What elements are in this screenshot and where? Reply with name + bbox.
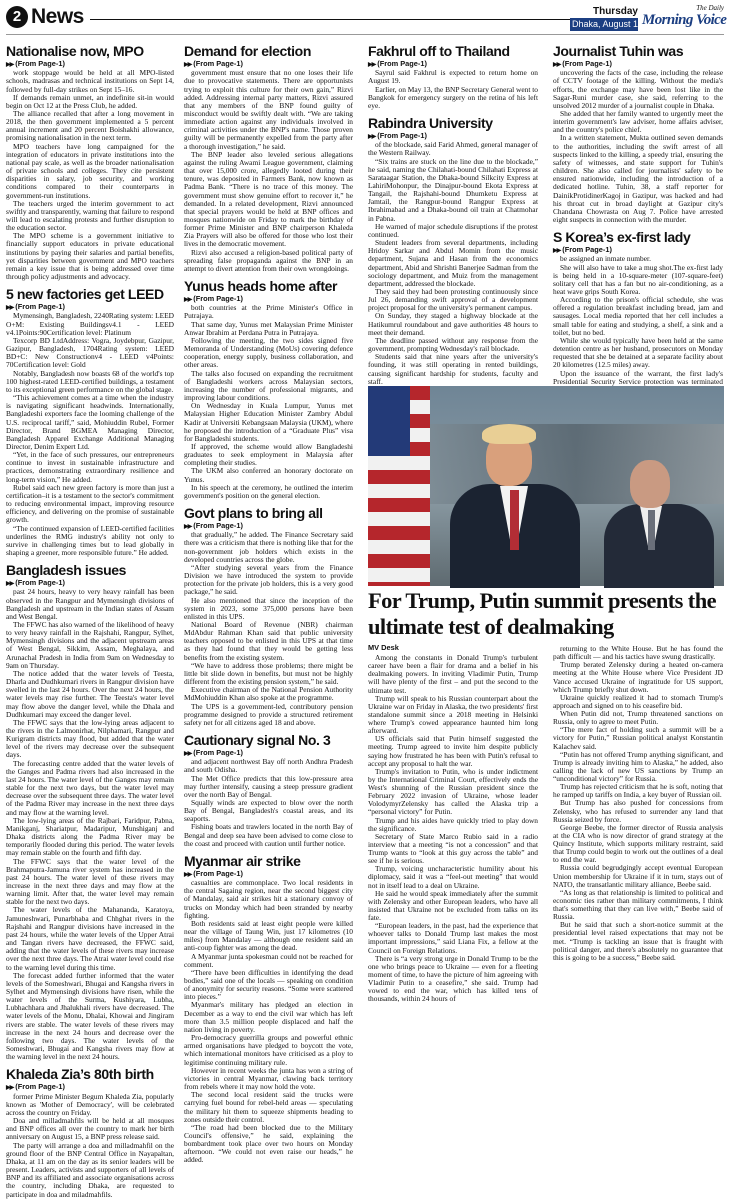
article-paragraph: Rizvi also accused a religion-based political party of spreading false propaganda against the BNP in an attempt to divert attention from their own wrongdoings.: [184, 247, 353, 273]
article: [6, 563, 174, 1061]
article-headline: S Korea’s ex-first lady: [553, 229, 691, 246]
article-paragraph: He warned of major schedule disruptions if the protest continued.: [368, 221, 538, 239]
feature-paragraph: George Beebe, the former director of Russia analysis at the CIA who is now director of grand strategy at the Quincy Institute, which supports military restraint, said that Trump could begin to work out the outlines of a deal to end the war.: [553, 822, 723, 865]
article-paragraph: Myanmar's military has pledged an election in December as a way to end the civil war which has left more than 3.5 million people displaced and half the nation living in poverty.: [184, 1000, 353, 1034]
article-paragraph: of the blockade, said Farid Ahmed, general manager of the Western Railway.: [368, 140, 538, 158]
article-headline: Demand for election: [184, 43, 311, 59]
feature-paragraph: Trump and his aides have quickly tried to play down the significance.: [368, 815, 538, 833]
article-paragraph: casualties are commonplace. Two local residents in the central Sagaing region, near the second biggest city of Mandalay, said air strikes hit a stationary convoy of trucks on Monday which had been stranded by nearby fighting.: [184, 878, 353, 920]
article-paragraph: According to the prison's official schedule, she was offered a regulation breakfast including bread, jam and sausages. Local media reported that her cell includes a small table for eating and studying, a shelf, a sink and a toilet, but no bed.: [553, 295, 723, 337]
article-paragraph: past 24 hours, heavy to very heavy rainfall has been observed in the Rangpur and Mymensingh divisions of Bangladesh and upstream in the Indian states of Assam and West Bengal.: [6, 587, 174, 621]
feature-paragraph: Trump, voicing uncharacteristic humility about his diplomacy, said it was a “feel-out meeting” that would not in itself lead to a deal on Ukraine.: [368, 864, 538, 890]
article: [6, 44, 174, 281]
article-paragraph: In his speech at the ceremony, he outlined the interim government's position on the general election.: [184, 482, 353, 500]
column-2: [184, 43, 353, 1165]
article-headline: Khaleda Zia’s 80th birth: [6, 1066, 154, 1083]
article-paragraph: Notably, Bangladesh now boasts 68 of the world's top 100 highest-rated LEED-certified buildings, a testament to its exceptional green performance on the global stage.: [6, 368, 174, 394]
article-paragraph: “Yet, in the face of such pressures, our entrepreneurs continue to invest in sustainable infrastructure and practices, demonstrating extraordinary resilience and long-term vision,” He added.: [6, 450, 174, 484]
article-paragraph: The party will arrange a doa and milladmahfil on the ground floor of the BNP Central Office in Nayapaltan, Dhaka, at 11 am on the day as its senior leaders will be present. Leaders, activists and supporters of all levels of BNP and its affiliated and associate organisations across the country, including Dhaka, are requested to participate in doa and miladmahfils.: [6, 1140, 174, 1199]
article-paragraph: The alliance recalled that after a long movement in 2018, the then government implemented a 5 percent annual increment and 20 percent Boishakhi allowance, promising nationalisation in the next term.: [6, 108, 174, 143]
date-label: Dhaka, August 14, 2025: [572, 19, 669, 29]
article-paragraph: If approved, the scheme would allow Bangladeshi graduates to seek employment in Malaysia after completing their studies.: [184, 441, 353, 468]
article-paragraph: be assigned an inmate number.: [560, 254, 651, 264]
figure-right-tie: [648, 510, 655, 550]
feature-body-col-1: [368, 654, 538, 1102]
feature-paragraph: Trump has rejected criticism that he is soft, noting that he ramped up tariffs on India, a key buyer of Russian oil.: [553, 782, 723, 800]
article-paragraph: The FFWC has also warned of the likelihood of heavy to very heavy rainfall in the Rajshahi, Rangpur, Sylhet, Mymensingh divisions and the adjacent upstream areas of West Bengal, Sikkim, Assam, Meghalaya, and Arunachal Pradesh in India from 9am on Wednesday to 9am on Thursday.: [6, 619, 174, 670]
article-paragraph: Texcorp BD LtdAddress: Vogra, Joydebpur, Gazipur, Gazipur, Bangladesh, 1704Rating system: LEED BD+C: New Constructionv4 - LEED v4Points: 70Certification level: Gold: [6, 335, 174, 370]
article-paragraph: “After studying several years from the Finance Division we have introduced the system to provide protection for the private job holders, this is a very good package,” he said.: [184, 562, 353, 597]
double-arrow-icon: ▶▶: [184, 751, 192, 758]
article-paragraph: “The continued expansion of LEED-certified facilities underlines the RMG industry's ability not only to survive in challenging times but to lead globally in shaping a greener, more responsible future.” He added.: [6, 523, 174, 557]
article: [184, 506, 353, 727]
feature-paragraph: But Trump has also pushed for concessions from Zelensky, who has refused to surrender any land that Russia seized by force.: [553, 798, 723, 824]
feature-body-col-2: [553, 645, 723, 1093]
double-arrow-icon: ▶▶: [184, 297, 192, 304]
date-box: [572, 5, 669, 33]
day-label: Thursday: [592, 6, 638, 17]
feature-paragraph: Trump will speak to his Russian counterpart about the Ukraine war on Friday in Alaska, the two presidents' first standalone summit since a 2018 meeting in Helsinki where Trump's cowed appearance haunted him long afterward.: [368, 693, 538, 736]
feature-paragraph: Russia could begrudgingly accept eventual European Union membership for Ukraine if it in turn, stays out of NATO, the transatlantic military alliance, Beebe said.: [553, 863, 723, 889]
article-paragraph: However in recent weeks the junta has won a string of victories in central Myanmar, clawing back territory from rebels where it may now hold the vote.: [184, 1065, 353, 1092]
article: [184, 44, 353, 273]
logo-the-daily: The Daily: [696, 4, 724, 12]
feature-paragraph: “As long as that relationship is limited to political and economic ties rather than military commitments, I think that's something that they can live with,” Beebe said of Russia.: [553, 887, 723, 922]
article-paragraph: “The road had been blocked due to the Military Council's offensive,” he said, explaining the bombardment took place over two hours on Monday afternoon. “We could not even raise our heads,” he added.: [184, 1122, 353, 1165]
newspaper-logo: [642, 4, 726, 34]
feature-headline: For Trump, Putin summit presents the ultimate test of dealmaking: [368, 588, 717, 639]
article: [184, 733, 353, 848]
article-paragraph: Fishing boats and trawlers located in the north Bay of Bengal and deep sea have been advised to come close to the coast and proceed with caution until further notice.: [184, 822, 353, 848]
figure-left-tie: [510, 490, 519, 550]
double-arrow-icon: ▶▶: [6, 62, 14, 68]
feature-paragraph: “The mere fact of holding such a summit will be a victory for Putin,” Russian political analyst Konstantin Kalachev said.: [553, 725, 723, 751]
article-paragraph: Doa and milladmahfils will be held at all mosques and BNP offices all over the country to mark her birth anniversary on August 15, a BNP press release said.: [6, 1116, 174, 1142]
double-arrow-icon: ▶▶: [184, 871, 192, 878]
from-page-text: (From Page-1): [15, 59, 65, 68]
article-paragraph: and adjacent northwest Bay off north Andhra Pradesh and south Odisha.: [184, 757, 353, 775]
article-paragraph: On Sunday, they staged a highway blockade at the Hatikumrul roundabout and gave authorities 48 hours to meet their demand.: [368, 311, 538, 337]
feature-paragraph: Among the constants in Donald Trump's turbulent career have been a flair for drama and a belief in his dealmaking powers. In inviting Vladimir Putin, Trump will have plenty of the first – and put the second to the ultimate test.: [368, 653, 538, 695]
photo-trump-putin: [368, 386, 724, 586]
article: [553, 44, 723, 224]
article-paragraph: The UPS is a government-led, contributory pension programme designed to provide a structured retirement safety net for all citizens aged 18 and above.: [184, 701, 353, 727]
feature-paragraph: Trump's invitation to Putin, who is under indictment by the International Criminal Court, effectively ends the West's shunning of the Russian president since the February 2022 invasion of Ukraine, whose leader VolodymyrZelensky has called the Alaska trip a “personal victory” for Putin.: [368, 766, 538, 817]
figure-right-head: [630, 460, 670, 508]
feature-paragraph: He said he would speak immediately after the summit with Zelensky and other European leaders, who have all insisted that Ukraine not be excluded from talks on its fate.: [368, 888, 538, 922]
feature-byline: MV Desk: [368, 643, 399, 652]
masthead: [6, 4, 727, 34]
article-headline: Myanmar air strike: [184, 852, 301, 869]
article-headline: Govt plans to bring all: [184, 505, 323, 522]
article-paragraph: Following the meeting, the two sides signed five Memoranda of Understanding (MoUs) covering defence cooperation, energy supply, business collaboration, and other areas.: [184, 335, 353, 370]
article-paragraph: The teachers urged the interim government to act swiftly and transparently, warning that failure to respond will lead to escalating protests and further disruption to the education sector.: [6, 198, 174, 233]
article: [368, 44, 538, 110]
feature-paragraph: Ukraine quickly realized it had to stomach Trump's approach and signed on to his ceasefire bid.: [553, 692, 723, 710]
from-page-text: (From Page-1): [15, 302, 65, 312]
article-paragraph: She added that her family wanted to urgently meet the interim government's law adviser, home affairs adviser, and the country's police chief.: [553, 108, 723, 135]
masthead-rule: [90, 19, 574, 20]
article-headline: Rabindra University: [368, 114, 493, 131]
article-paragraph: Student leaders from several departments, including Hridoy Sarkar and Abdul Momin from the music department, Sujana and Hasan from the economics department, Abid and Shrishti Banerjee Sadman from the sociology department, and Muiz from the management department, addressed the blockade.: [368, 238, 538, 288]
article-headline: Journalist Tuhin was: [553, 43, 684, 59]
from-page-text: (From Page-1): [377, 130, 427, 140]
article-paragraph: The talks also focused on expanding the recruitment of Bangladeshi workers across Malaysian sectors, increasing the number of professional migrants, and improving labour conditions.: [184, 368, 353, 403]
article-paragraph: “Six trains are stuck on the line due to the blockade,” he said, naming the Chilahati-bound Chilahati Express at Sarataagar Station, the Dhaka-bound Silkcity Express at LahiriMohonpur, the Dinajpur-bound Ekota Express at Tangail, the Rajshahi-bound Dhumketu Express at Jamtail, the Rangpur-bound Rangpur Express at Ibrahimabad and a Dhaka-bound oil train at Chatmohar in Pabna.: [368, 156, 538, 223]
article-paragraph: The second local resident said the trucks were carrying fuel bound for rebel-held areas — speculating the military hit them to squeeze shipments heading to zones outside their control.: [184, 1090, 353, 1124]
article-paragraph: The BNP leader also leveled serious allegations against the ruling Awami League government, claiming that over 15,000 crore, allegedly looted during their tenure, was deposited in Farmers Bank, now known as Padma Bank. “There is no trace of this money. The government must show genuine effort to recover it,” he demanded. In a related development, Rizvi announced that special prayers would be held at BNP offices and mosques nationwide on Friday to mark the birthday of former Prime Minister and BNP chairperson Khaleda Zia Prayers will also be offered for those who lost their lives in the democratic movement.: [184, 149, 353, 249]
article-paragraph: Students said that nine years after the university's founding, it was still operating in rented buildings, causing significant hardship for students, faculty and staff.: [368, 352, 538, 386]
feature-paragraph: “Putin has not offered Trump anything significant, and Trump is already inviting him to Alaska,” he added, also calling the lack of new US sanctions by Trump an “unconditional victory” for Russia.: [553, 749, 723, 783]
double-arrow-icon: ▶▶: [184, 62, 192, 68]
article-paragraph: Pro-democracy guerrilla groups and powerful ethnic armed organisations have pledged to boycott the vote, which international monitors have criticised as a ploy to legitimise continuing military rule.: [184, 1033, 353, 1067]
article-paragraph: Executive chairman of the National Pension Authority MdMohiuddin Khan also spoke at the programme.: [184, 685, 353, 703]
article-paragraph: The forecasting centre added that the water levels of the Ganges and Padma rivers had also increased in the last 24 hours. The water level of the Ganges may remain stable for the next two days, but the water level may decrease over the subsequent three days. The water level of the Padma River may increase in the next three days and may flow at the warning level.: [6, 758, 174, 817]
from-page-text: (From Page-1): [193, 868, 243, 878]
page-number: 2: [6, 6, 28, 28]
article-paragraph: The FFWC says that the low-lying areas adjacent to the rivers in the Lalmonirhat, Nilphamari, Rangpur and Kurigram districts may flood, but added that the water level of the rivers may decrease over the subsequent days.: [6, 717, 174, 760]
article-headline: 5 new factories get LEED: [6, 286, 164, 303]
article-paragraph: The deadline passed without any response from the government, prompting Wednesday's rail blockade.: [368, 335, 538, 354]
article-paragraph: The Met Office predicts that this low-pressure area may further intensify, causing a steep pressure gradient over the north Bay of Bengal.: [184, 773, 353, 799]
double-arrow-icon: ▶▶: [553, 248, 561, 255]
from-page-text: (From Page-1): [193, 59, 243, 68]
article-paragraph: A Myanmar junta spokesman could not be reached for comment.: [184, 951, 353, 969]
article-paragraph: While she would typically have been held at the same detention centre as her husband, prosecutors on Monday requested that she be detained at a separate facility about 20 kilometres (12.5 miles) away.: [553, 335, 723, 370]
us-flag-canton: [368, 386, 410, 456]
article-headline: Bangladesh issues: [6, 562, 127, 579]
article-paragraph: Earlier, on May 13, the BNP Secretary General went to Bangkok for emergency surgery on the retina of his left eye.: [368, 84, 538, 110]
article-paragraph: National Board of Revenue (NBR) chairman MdAbdur Rahman Khan said that public university teachers opposed to be enlisted in this UPS at that time as they had found that they would be getting less benefits from the existing system.: [184, 619, 353, 662]
feature-paragraph: But he said that such a short-notice summit at the presidential level raised expectations that may not be met. “Trump is tackling an issue that is fraught with political danger, and there's absolutely no guarantee that this is going to be a success,” Beebe said.: [553, 920, 723, 962]
from-page-text: (From Page-1): [193, 748, 243, 758]
article-paragraph: Upon the issuance of the warrant, the first lady's Presidential Security Service protection was terminated: [553, 368, 723, 386]
article-paragraph: “There have been difficulties in identifying the dead bodies,” said one of the locals — speaking on condition of anonymity for security reasons. “Some were scattered into pieces.”: [184, 967, 353, 1002]
article-paragraph: That same day, Yunus met Malaysian Prime Minister Anwar Ibrahim at Perdana Putra in Putrajaya.: [184, 319, 353, 337]
article-paragraph: The FFWC says that the water level of the Brahmaputra-Jamuna river system has increased in the past 24 hours. The water level of these rivers may increase in the next three days and may flow at the warning limit. After that, the water level may remain stable for the next two days.: [6, 856, 174, 907]
column-1: [6, 43, 174, 1199]
article-paragraph: The MPO scheme is a government initiative to financially support educators in private educational institutions by paying their salaries and partial benefits, yet disparities between government and MPO teachers remain a key issue that is being addressed over time through policy adjustments and advocacy.: [6, 231, 174, 282]
article-paragraph: uncovering the facts of the case, including the release of CCTV footage of the killing. Without the media's efforts, the exchange may have been lost like in the Sagar-Runi murder case, she said, referring to the unsolved 2012 murder of a journalist couple in Dhaka.: [553, 68, 723, 110]
figure-left-hair: [482, 424, 536, 444]
double-arrow-icon: ▶▶: [368, 133, 376, 140]
article-paragraph: If demands remain unmet, an indefinite sit-in would begin on Oct 12 at the Press Club, he added.: [6, 92, 174, 110]
article-paragraph: The notice added that the water levels of Teesta, Dharla and Dudhkumari rivers in Rangpur division have swelled in the last 24 hours. Over the next 24 hours, the water levels may rise further. The Teesta's water level may flow above the danger level, while the Dhala and Dudhkumari may exceed the danger level.: [6, 668, 174, 719]
feature-paragraph: “European leaders, in the past, had the experience that whoever talks to Donald Trump last makes the most important impressions,” said Liana Fix, a fellow at the Council on Foreign Relations.: [368, 921, 538, 955]
article: [184, 279, 353, 500]
article-paragraph: Mymensingh, Bangladesh, 2240Rating system: LEED O+M: Existing Buildingsv4.1 - LEED v4.1Points:90Certification level: Platinum: [6, 311, 174, 337]
feature-paragraph: returning to the White House. But he has found the path difficult — and his tactics have swung drastically.: [553, 644, 723, 662]
from-page-text: (From Page-1): [562, 59, 612, 68]
feature-paragraph: Trump berated Zelensky during a heated on-camera meeting at the White House where Vice President JD Vance accused Ukraine of ingratitude for US support, which Trump briefly shut down.: [553, 660, 723, 694]
feature-paragraph: US officials said that Putin himself suggested the meeting. Trump agreed to invite him despite publicly saying how frustrated he has been with Putin's refusal to accept any proposal to halt the war.: [368, 734, 538, 768]
double-arrow-icon: ▶▶: [6, 1085, 14, 1092]
double-arrow-icon: ▶▶: [553, 62, 561, 68]
article-paragraph: MPO teachers have long campaigned for the integration of educators in private institutions into the national pay scale, as well as the broader nationalisation of private schools and colleges. They cite persistent disparities in salary, job security, and working conditions compared to their counterparts in government-run institutions.: [6, 141, 174, 200]
from-page-text: (From Page-1): [193, 294, 243, 304]
article-paragraph: They said they had been protesting continuously since Jul 26, demanding swift approval of a development project proposal for the university's permanent campus.: [368, 287, 538, 313]
article-paragraph: Rubel said each new green factory is more than just a certification–it is a testament to the sector's commitment to reducing environmental impact, improving resource efficiency, and delivering on the promise of sustainable growth.: [6, 482, 174, 525]
article-paragraph: The forecast added further informed that the water levels of the Someshwari, Bhugai and Kangsha rivers in Sylhet and Mymensingh divisions have risen, while the water levels of the Surma, Kushiyara, Lubha, Lubhachhara and Jhalukhali rivers have decreased. The water levels of the Monu, Dhalai, Khowai and Jingiram rivers are stable. The water levels of these rivers may increase in the next 24 hours and decrease over the following two days. The water levels of the Someshwari, Bhugai and Kangsha rivers may flow at the warning level in the next 24 hours.: [6, 970, 174, 1062]
article-paragraph: The UKM also conferred an honorary doctorate on Yunus.: [184, 466, 353, 484]
article-paragraph: The low-lying areas of the Rajbari, Faridpur, Pabna, Manikganj, Shariatpur, Madaripur, Munshiganj and Dhaka districts along the Padma River may be temporarily flooded during this period. The water levels may remain stable on the fourth and fifth day.: [6, 815, 174, 858]
double-arrow-icon: ▶▶: [6, 305, 14, 312]
logo-name: Morning Voice: [642, 12, 727, 28]
from-page-text: (From Page-1): [562, 245, 612, 255]
from-page-text: (From Page-1): [377, 59, 427, 68]
article-paragraph: The water levels of the Mahananda, Karatoya, Jamuneshwari, Punarbhaba and Chhghat rivers in the Rajshahi and Rangpur divisions have increased in the past 24 hours, while the water levels of the Upper Atrai and Tangan rivers have decreased, the FFWC said, adding that the water levels of these rivers may increase over the next three days. The Atrai water level could rise to the warning level during this time.: [6, 905, 174, 972]
article-paragraph: “We have to address those problems; there might be little bit slide down in benefits, but must not be highly different from the existing pension system,” he said.: [184, 660, 353, 687]
article-paragraph: In a written statement, Mukta outlined seven demands to the authorities, including the swift arrest of all suspects linked to the killing, a speedy trial, ensuring the safety of witnesses, and state support for Tuhin's children. She also called for journalists' safety to be ensured nationwide, including the introduction of a dedicated hotline. Tuhin, 38, a staff reporter for DainikProtidinerKagoj in Gazipur, was hacked and had his throat cut in broad daylight at Gazipur city's Chandana Chowrasta on Aug 7. Police have arrested eight suspects in connection with the murder.: [553, 133, 723, 225]
feature-paragraph: When Putin did not, Trump threatened sanctions on Russia, only to agree to meet Putin.: [553, 709, 723, 727]
article-paragraph: He also mentioned that since the inception of the system in 2023, some 375,000 persons have been enlisted in this UPS.: [184, 595, 353, 621]
article-paragraph: She will also have to take a mug shot.The ex-first lady is being held in a 10-square-meter (107-square-feet) solitary cell that has a fan but no air-conditioning, as a heat wave grips South Korea.: [553, 262, 723, 296]
from-page-text: (From Page-1): [193, 521, 243, 531]
feature-paragraph: Secretary of State Marco Rubio said in a radio interview that a meeting “is not a concession” and that Trump wants to “look at this guy across the table” and see if he is serious.: [368, 831, 538, 866]
feature-paragraph: There is “a very strong urge in Donald Trump to be the one who brings peace to Ukraine — even for a fleeting moment of time, to have the picture of him agreeing with Vladimir Putin to a ceasefire,” she said. Trump had vowed to end the war, which has killed tens of thousands, within 24 hours of: [368, 953, 538, 1004]
article: [6, 1067, 174, 1198]
article-paragraph: “This achievement comes at a time when the industry is navigating significant headwinds. Internationally, Bangladeshi exporters face the looming challenge of the U.S. reciprocal tariff,” said, Mohiuddin Rubel, Former Director, Brand BGMEA Managing Director, Bangladesh Apparel Exchange Additional Managing Director, Denim Expert Ltd.: [6, 393, 174, 451]
article-paragraph: former Prime Minister Begum Khaleda Zia, popularly known as 'Mother of Democracy', will be celebrated across the country on Friday.: [6, 1091, 174, 1117]
article: [6, 287, 174, 557]
article-headline: Nationalise now, MPO: [6, 43, 144, 59]
article: [184, 854, 353, 1165]
article-paragraph: Sayrul said Fakhrul is expected to return home on August 19.: [368, 68, 538, 86]
article-paragraph: work stoppage would be held at all MPO-listed schools, madrasas and technical institutions on Sept 14, followed by full-day strikes on Sept 15–16.: [6, 68, 174, 94]
article-paragraph: that gradually,” he added. The Finance Secretary said there was a criticism that there is nothing like that for the non-government job holders which exists in the developed countries across the globe.: [184, 530, 353, 564]
header-divider: [6, 34, 724, 35]
from-page-text: (From Page-1): [15, 578, 65, 588]
double-arrow-icon: ▶▶: [6, 581, 14, 588]
section-title: News: [31, 5, 84, 28]
article-headline: Yunus heads home after: [184, 278, 338, 295]
article-headline: Cautionary signal No. 3: [184, 732, 331, 749]
article-paragraph: On Wednesday in Kuala Lumpur, Yunus met Malaysian Higher Education Minister Zambry Abdul Kadir at Universiti Kebangsaan Malaysia (UKM), where he proposed the introduction of a “Graduate Plus” visa for Bangladeshi students.: [184, 401, 353, 443]
article-paragraph: Both residents said at least eight people were killed near the village of Taung Win, just 17 kilometres (10 miles) from Mandalay — although one resident said an anti-coup fighter was among the dead.: [184, 918, 353, 953]
column-3: [368, 44, 538, 394]
from-page-text: (From Page-1): [15, 1082, 65, 1092]
article-headline: Fakhrul off to Thailand: [368, 43, 510, 59]
article-paragraph: both countries at the Prime Minister's Office in Putrajaya.: [184, 303, 353, 321]
article-paragraph: Squally winds are expected to blow over the north Bay of Bengal, Bangladesh's coastal areas, and its seaports.: [184, 798, 353, 824]
double-arrow-icon: ▶▶: [184, 524, 192, 531]
double-arrow-icon: ▶▶: [368, 62, 376, 68]
article-paragraph: government must ensure that no one loses their life due to provocative statements. There are opportunists trying to exploit this culture for their own gain,” Rizvi added. Addressing internal party matters, Rizvi assured that any members of the BNP found guilty of misconduct would be swiftly dealt with. “We are taking immediate action against any individuals involved in criminal activities under the BNP's name. Those proven guilty will be permanently expelled from the party after a thorough investigation,” he said.: [184, 68, 353, 151]
